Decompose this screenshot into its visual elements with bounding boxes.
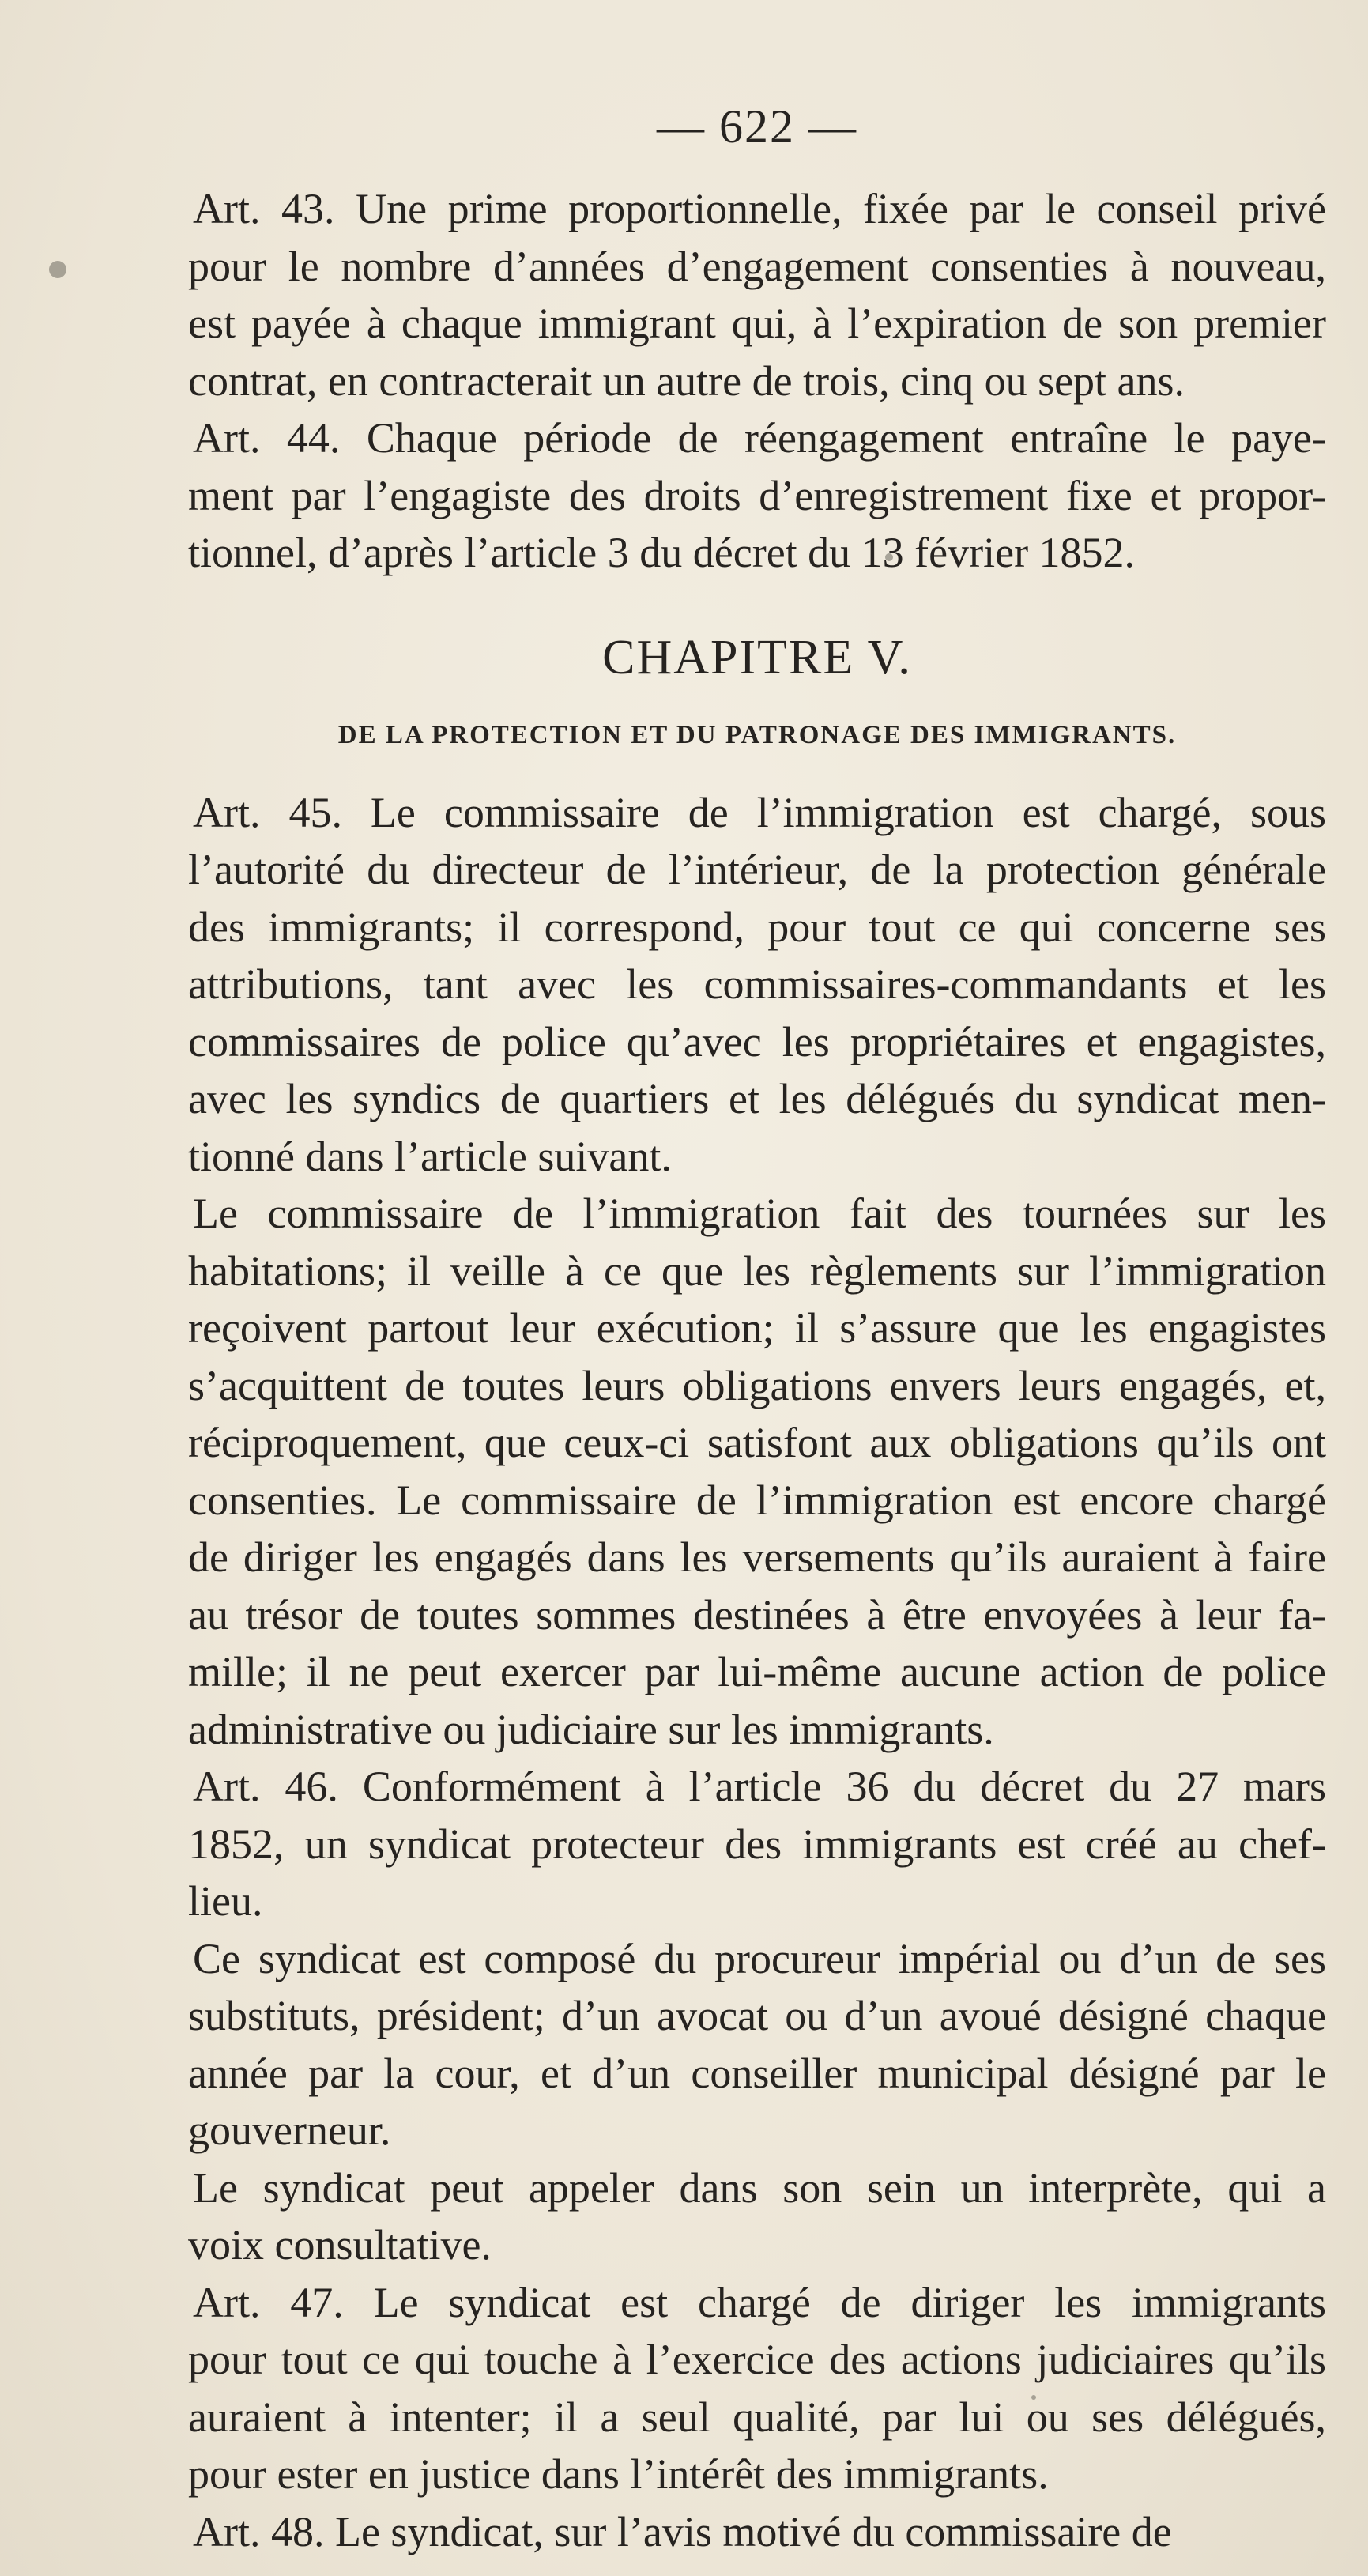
text-line: gouverneur.: [188, 2106, 391, 2154]
text-line: année par la cour, et d’un conseiller municipal désigné par le: [188, 2049, 1326, 2097]
text-line: tionné dans l’article suivant.: [188, 1132, 672, 1180]
text-line: avec les syndics de quartiers et les délégués du syndicat men-: [188, 1075, 1326, 1122]
text-line: voix consultative.: [188, 2221, 492, 2269]
text-line: Art. 48. Le syndicat, sur l’avis motivé du commissaire de: [193, 2507, 1172, 2555]
text-line: s’acquittent de toutes leurs obligations envers leurs engagés, et,: [188, 1361, 1326, 1409]
text-line: attributions, tant avec les commissaires-commandants et les: [188, 960, 1326, 1008]
paragraph: [188, 784, 1326, 1186]
paragraph: [188, 1185, 1326, 1758]
paragraph: [188, 1930, 1326, 2159]
text-line: tionnel, d’après l’article 3 du décret du 13 février 1852.: [188, 529, 1136, 576]
text-line: Art. 46. Conformément à l’article 36 du décret du 27 mars: [193, 1763, 1326, 1810]
text-line: réciproquement, que ceux-ci satisfont aux obligations qu’ils ont: [188, 1419, 1326, 1466]
text-line: ment par l’engagiste des droits d’enregistrement fixe et propor-: [188, 471, 1326, 519]
text-line: commissaires de police qu’avec les propriétaires et engagistes,: [188, 1017, 1326, 1065]
text-line: l’autorité du directeur de l’intérieur, de la protection générale: [188, 846, 1326, 893]
ink-speck: [49, 261, 66, 278]
text-line: reçoivent partout leur exécution; il s’assure que les engagistes: [188, 1304, 1326, 1352]
text-line: Art. 45. Le commissaire de l’immigration est chargé, sous: [193, 788, 1326, 836]
text-line: 1852, un syndicat protecteur des immigrants est créé au chef-: [188, 1820, 1326, 1868]
text-line: auraient à intenter; il a seul qualité, par lui ou ses délégués,: [188, 2393, 1326, 2441]
paragraph: [188, 409, 1326, 582]
section-reengagement: [188, 180, 1326, 582]
text-line: est payée à chaque immigrant qui, à l’expiration de son premier: [188, 300, 1326, 347]
text-line: habitations; il veille à ce que les règlements sur l’immigration: [188, 1247, 1326, 1295]
text-line: contrat, en contracterait un autre de trois, cinq ou sept ans.: [188, 356, 1185, 405]
text-line: au trésor de toutes sommes destinées à être envoyées à leur fa-: [188, 1590, 1326, 1639]
text-line: Art. 44. Chaque période de réengagement entraîne le paye-: [193, 414, 1326, 462]
chapter-subtitle: DE LA PROTECTION ET DU PATRONAGE DES IMMIGRANTS.: [337, 720, 1177, 749]
page-content: [188, 95, 1326, 2560]
page-number: — 622 —: [657, 100, 857, 153]
text-line: Le commissaire de l’immigration fait des tournées sur les: [193, 1190, 1326, 1237]
paragraph: [188, 1758, 1326, 1930]
paragraph: [188, 2503, 1326, 2561]
text-line: de diriger les engagés dans les versements qu’ils auraient à faire: [188, 1533, 1326, 1581]
text-line: pour tout ce qui touche à l’exercice des actions judiciaires qu’ils: [188, 2336, 1326, 2383]
text-line: des immigrants; il correspond, pour tout ce qui concerne ses: [188, 903, 1326, 951]
text-line: Art. 43. Une prime proportionnelle, fixée par le conseil privé: [193, 185, 1326, 232]
chapter-title: CHAPITRE V.: [602, 630, 912, 685]
text-line: substituts, président; d’un avocat ou d’un avoué désigné chaque: [188, 1992, 1326, 2039]
section-protection: [188, 784, 1326, 2561]
text-line: consenties. Le commissaire de l’immigration est encore chargé: [188, 1476, 1326, 1524]
paragraph: [188, 180, 1326, 409]
text-line: pour ester en justice dans l’intérêt des immigrants.: [188, 2450, 1049, 2498]
text-line: pour le nombre d’années d’engagement consenties à nouveau,: [188, 242, 1326, 290]
text-line: Le syndicat peut appeler dans son sein un interprète, qui a: [193, 2163, 1326, 2212]
text-line: lieu.: [188, 1877, 263, 1925]
text-line: Art. 47. Le syndicat est chargé de diriger les immigrants: [193, 2278, 1326, 2326]
paragraph: [188, 2159, 1326, 2274]
text-line: Ce syndicat est composé du procureur impérial ou d’un de ses: [193, 1934, 1326, 1982]
text-line: mille; il ne peut exercer par lui-même aucune action de police: [188, 1648, 1326, 1695]
paragraph: [188, 2274, 1326, 2503]
text-line: administrative ou judiciaire sur les immigrants.: [188, 1705, 994, 1753]
